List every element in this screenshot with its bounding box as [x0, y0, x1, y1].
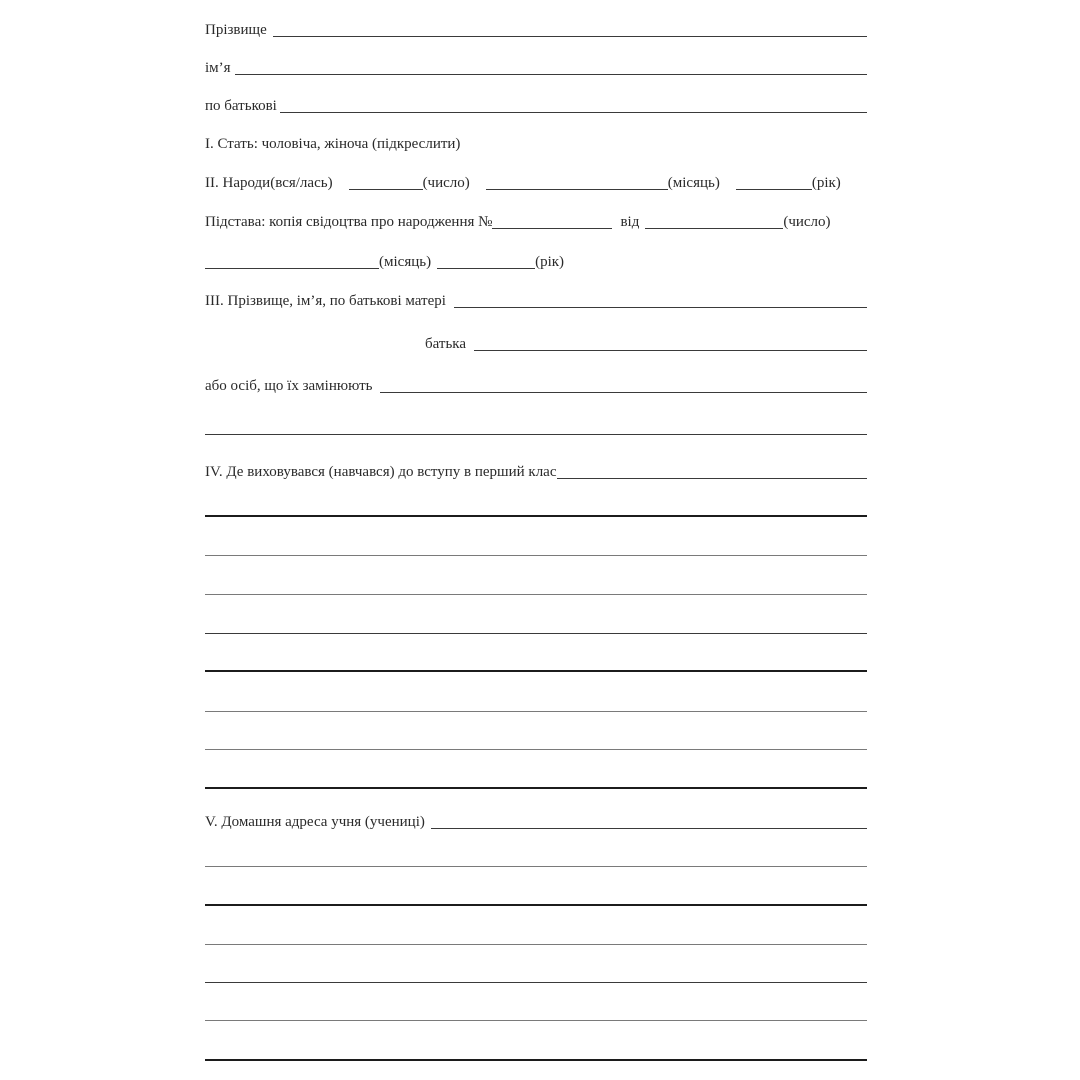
basis-label: Підстава: копія свідоцтва про народження № — [205, 214, 493, 230]
patronymic-row — [205, 94, 867, 116]
address-line-1[interactable] — [205, 866, 867, 867]
substitutes-row — [205, 374, 867, 396]
education-field[interactable] — [557, 478, 868, 479]
patronymic-field[interactable] — [280, 112, 867, 113]
certificate-number-field[interactable] — [492, 228, 612, 229]
father-row — [425, 332, 867, 354]
birth-month-label: (місяць) — [667, 175, 720, 191]
name-label: ім’я — [205, 60, 231, 76]
education-line-7[interactable] — [205, 749, 867, 750]
birth-year-field[interactable] — [736, 189, 812, 190]
basis-row-2 — [205, 250, 605, 272]
address-line-3[interactable] — [205, 944, 867, 945]
basis-row — [205, 210, 885, 232]
certificate-month-label: (місяць) — [379, 254, 432, 270]
name-field[interactable] — [235, 74, 867, 75]
surname-row — [205, 18, 867, 40]
from-label: від — [620, 214, 640, 230]
section-3-mother-row — [205, 289, 867, 311]
address-line-6[interactable] — [205, 1059, 867, 1061]
section-1-sex-text[interactable]: I. Стать: чоловіча, жіноча (підкреслити) — [205, 136, 461, 152]
surname-field[interactable] — [273, 36, 867, 37]
section-5-label: V. Домашня адреса учня (учениці) — [205, 814, 425, 830]
birth-year-label: (рік) — [811, 175, 841, 191]
education-line-1[interactable] — [205, 515, 867, 517]
father-label: батька — [425, 336, 467, 352]
address-line-2[interactable] — [205, 904, 867, 906]
name-row — [205, 56, 867, 78]
education-line-3[interactable] — [205, 594, 867, 595]
section-2-label: II. Народи(вся/лась) — [205, 175, 333, 191]
substitutes-label: або осіб, що їх замінюють — [205, 378, 373, 394]
birth-day-field[interactable] — [349, 189, 423, 190]
education-line-8[interactable] — [205, 787, 867, 789]
education-line-6[interactable] — [205, 711, 867, 712]
certificate-year-field[interactable] — [437, 268, 535, 269]
education-line-2[interactable] — [205, 555, 867, 556]
address-field[interactable] — [431, 828, 867, 829]
certificate-year-label: (рік) — [535, 254, 565, 270]
surname-label: Прізвище — [205, 22, 267, 38]
section-4-education-row — [205, 460, 867, 482]
father-name-field[interactable] — [474, 350, 867, 351]
patronymic-label: по батькові — [205, 98, 277, 114]
education-line-4[interactable] — [205, 633, 867, 634]
certificate-day-label: (число) — [783, 214, 831, 230]
certificate-month-field[interactable] — [205, 268, 379, 269]
section-2-birth-row — [205, 171, 885, 193]
section-4-label: IV. Де виховувався (навчався) до вступу в перший клас — [205, 464, 557, 480]
address-line-5[interactable] — [205, 1020, 867, 1021]
birth-month-field[interactable] — [486, 189, 668, 190]
address-line-4[interactable] — [205, 982, 867, 983]
certificate-day-field[interactable] — [645, 228, 783, 229]
section-3-label: III. Прізвище, ім’я, по батькові матері — [205, 293, 446, 309]
substitutes-field[interactable] — [380, 392, 867, 393]
section-1-sex-row — [205, 132, 867, 154]
mother-name-field[interactable] — [454, 307, 867, 308]
substitutes-extra-line[interactable] — [205, 434, 867, 435]
section-5-address-row — [205, 810, 867, 832]
education-line-5[interactable] — [205, 670, 867, 672]
birth-day-label: (число) — [422, 175, 470, 191]
